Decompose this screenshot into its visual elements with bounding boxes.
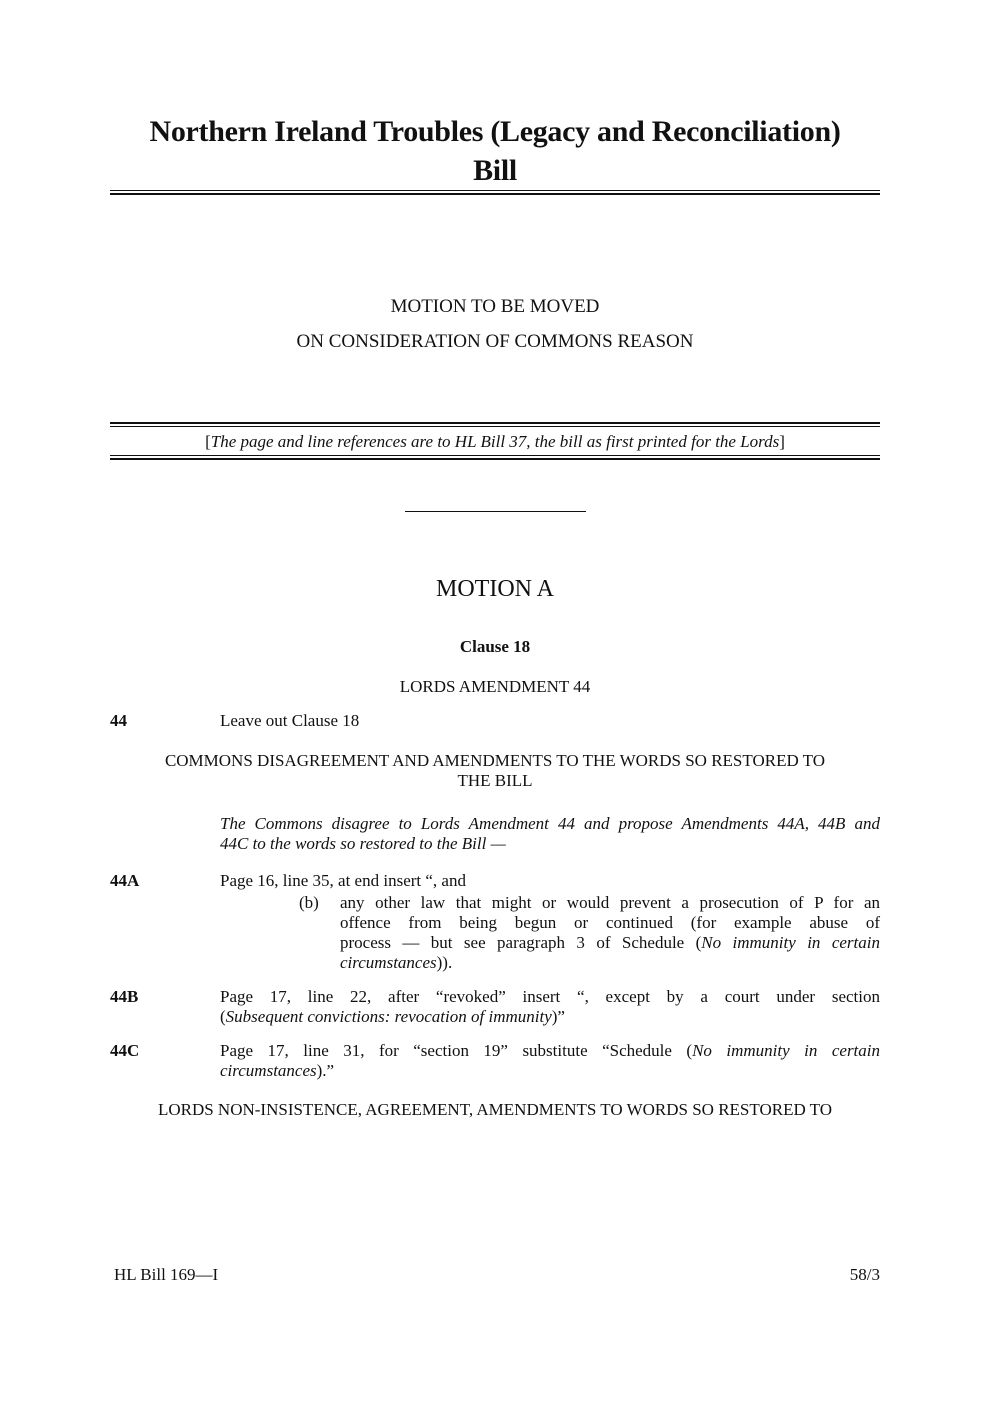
- commons-heading-line1: COMMONS DISAGREEMENT AND AMENDMENTS TO THE WORDS SO RESTORED TO: [164, 751, 826, 770]
- paragraph-b-line1: any other law that might or would prevent a prosecution of P for an: [340, 893, 880, 912]
- paragraph-label-b: (b): [299, 893, 319, 912]
- bill-title: [110, 112, 880, 190]
- reference-top-rule: [110, 422, 880, 427]
- amendment-text-44c-line2: circumstances).”: [220, 1061, 335, 1080]
- motion-heading-line1: MOTION TO BE MOVED: [390, 296, 600, 317]
- amendment-number-44b: 44B: [110, 987, 139, 1006]
- amendment-text-44c-line1: Page 17, line 31, for “section 19” substitute “Schedule (No immunity in certain: [220, 1041, 881, 1060]
- title-double-rule: [110, 190, 880, 195]
- lords-amendment-heading: LORDS AMENDMENT 44: [399, 677, 591, 696]
- amendment-number-44c: 44C: [110, 1041, 140, 1060]
- motion-title: MOTION A: [436, 576, 554, 602]
- paragraph-b-line3: process — but see paragraph 3 of Schedule (No immunity in certain: [340, 933, 880, 952]
- amendment-number-44: 44: [110, 711, 127, 730]
- commons-intro-line2: 44C to the words so restored to the Bill —: [220, 834, 506, 853]
- bill-title-line1: Northern Ireland Troubles (Legacy and Reconciliation): [149, 115, 841, 148]
- clause-heading: Clause 18: [459, 637, 531, 656]
- amendment-number-44a: 44A: [110, 871, 140, 890]
- motion-heading-line2: ON CONSIDERATION OF COMMONS REASON: [296, 331, 694, 352]
- lords-non-insistence-heading: LORDS NON-INSISTENCE, AGREEMENT, AMENDMENTS TO WORDS SO RESTORED TO: [157, 1100, 833, 1119]
- footer-bill-reference: HL Bill 169—I: [114, 1265, 219, 1284]
- paragraph-b-line4: circumstances)).: [340, 953, 453, 972]
- amendment-text-44b-line1: Page 17, line 22, after “revoked” insert “, except by a court under section: [220, 987, 880, 1006]
- amendment-text-44a: Page 16, line 35, at end insert “, and: [220, 871, 466, 890]
- reference-note-text: The page and line references are to HL Bill 37, the bill as first printed for the Lords: [210, 432, 780, 451]
- amendment-text-44b-line2: (Subsequent convictions: revocation of immunity)”: [220, 1007, 565, 1026]
- commons-intro-line1: The Commons disagree to Lords Amendment 44 and propose Amendments 44A, 44B and: [220, 814, 880, 833]
- amendment-text-44: Leave out Clause 18: [220, 711, 360, 730]
- footer-page-code: 58/3: [849, 1265, 880, 1284]
- section-divider: [405, 511, 586, 512]
- bill-title-line2: Bill: [473, 154, 517, 187]
- paragraph-b-line2: offence from being begun or continued (for example abuse of: [340, 913, 880, 932]
- reference-note: [The page and line references are to HL Bill 37, the bill as first printed for the Lords]: [205, 432, 785, 451]
- commons-heading-line2: THE BILL: [457, 771, 533, 790]
- reference-bottom-rule: [110, 455, 880, 460]
